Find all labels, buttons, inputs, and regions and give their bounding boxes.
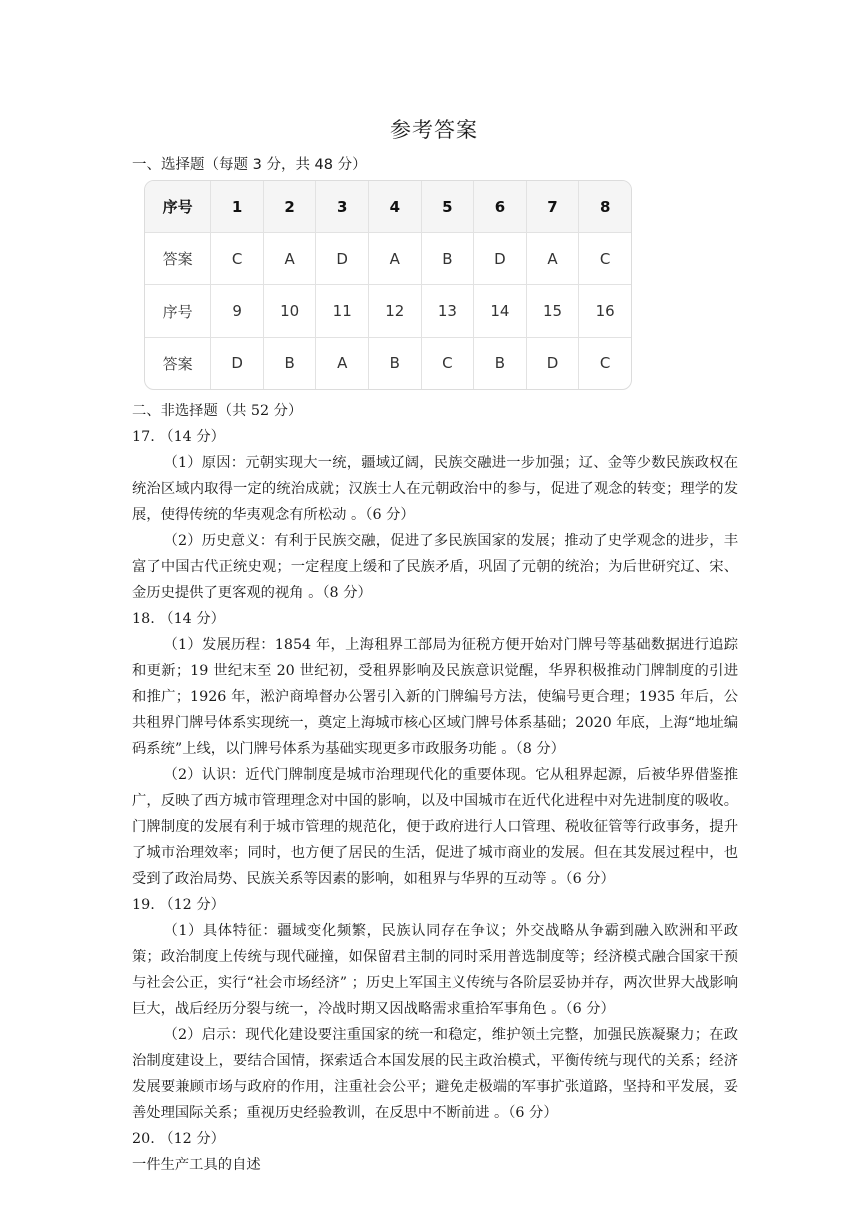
answer-paragraph: （2）认识：近代门牌制度是城市治理现代化的重要体现。它从租界起源，后被华界借鉴推广，反映了西方城市管理理念对中国的影响，以及中国城市在近代化进程中对先进制度的吸收。门牌制度的发展有利于城市管理的规范化，便于政府进行人口管理、税收征管等行政事务，提升了城市治理效率；同时，也方便了居民的生活，促进了城市商业的发展。但在其发展过程中，也受到了政治局势、民族关系等因素的影响，如租界与华界的互动等 。（6 分） [132, 767, 738, 887]
table-row [145, 285, 631, 337]
table-cell: 14 [474, 285, 527, 337]
table-cell: A [369, 233, 422, 285]
table-cell: B [474, 337, 527, 389]
answer-body [132, 398, 738, 1178]
question-label: 18. （14 分） [132, 611, 225, 627]
table-cell: D [526, 337, 579, 389]
table-cell: 7 [526, 181, 579, 233]
table-row [145, 233, 631, 285]
table-cell: D [211, 337, 263, 389]
table-cell: 序号 [145, 181, 211, 233]
table-row [145, 181, 631, 233]
question-label: 17. （14 分） [132, 429, 225, 445]
question-label: 20. （12 分） [132, 1131, 225, 1147]
table-cell: A [263, 233, 316, 285]
table-cell: 答案 [145, 337, 211, 389]
answer-paragraph: （1）发展历程：1854 年，上海租界工部局为征税方便开始对门牌号等基础数据进行追踪和更新；19 世纪末至 20 世纪初，受租界影响及民族意识觉醒，华界积极推动门牌制度的引进和推广；1926 年，淞沪商埠督办公署引入新的门牌编号方法，使编号更合理；1935 年后，公共租界门牌号体系实现统一，奠定上海城市核心区域门牌号体系基础；2020 年底，上海“地址编码系统”上线，以门牌号体系为基础实现更多市政服务功能 。（8 分） [132, 637, 738, 757]
table-cell: 序号 [145, 285, 211, 337]
table-cell: A [316, 337, 369, 389]
table-cell: 2 [263, 181, 316, 233]
table-cell: 1 [211, 181, 263, 233]
table-cell: 12 [369, 285, 422, 337]
answer-paragraph: 一件生产工具的自述 [132, 1157, 261, 1173]
answer-paragraph: （2）历史意义：有利于民族交融，促进了多民族国家的发展；推动了史学观念的进步，丰富了中国古代正统史观；一定程度上缓和了民族矛盾，巩固了元朝的统治；为后世研究辽、宋、金历史提供了更客观的视角 。（8 分） [132, 533, 738, 601]
table-cell: B [421, 233, 474, 285]
section-heading-free-response: 二、非选择题（共 52 分） [132, 403, 303, 419]
table-cell: D [316, 233, 369, 285]
table-cell: 4 [369, 181, 422, 233]
table-cell: 9 [211, 285, 263, 337]
table-cell: 3 [316, 181, 369, 233]
table-cell: 答案 [145, 233, 211, 285]
answer-paragraph: （2）启示：现代化建设要注重国家的统一和稳定，维护领土完整，加强民族凝聚力；在政治制度建设上，要结合国情，探索适合本国发展的民主政治模式，平衡传统与现代的关系；经济发展要兼顾市场与政府的作用，注重社会公平；避免走极端的军事扩张道路，坚持和平发展，妥善处理国际关系；重视历史经验教训，在反思中不断前进 。（6 分） [132, 1027, 738, 1121]
table-cell: D [474, 233, 527, 285]
answer-table [144, 180, 632, 390]
answer-paragraph: （1）原因：元朝实现大一统，疆域辽阔，民族交融进一步加强；辽、金等少数民族政权在统治区域内取得一定的统治成就；汉族士人在元朝政治中的参与，促进了观念的转变；理学的发展，使得传统的华夷观念有所松动 。（6 分） [132, 455, 738, 523]
question-label: 19. （12 分） [132, 897, 225, 913]
page-title: 参考答案 [390, 118, 478, 142]
answer-paragraph: （1）具体特征：疆域变化频繁，民族认同存在争议；外交战略从争霸到融入欧洲和平政策；政治制度上传统与现代碰撞，如保留君主制的同时采用普选制度等；经济模式融合国家干预与社会公正，实行“社会市场经济” ；历史上军国主义传统与各阶层妥协并存，两次世界大战影响巨大，战后经历分裂与统一，冷战时期又因战略需求重拾军事角色 。（6 分） [132, 923, 738, 1017]
table-cell: C [421, 337, 474, 389]
table-cell: B [263, 337, 316, 389]
table-cell: 10 [263, 285, 316, 337]
table-cell: 11 [316, 285, 369, 337]
table-cell: B [369, 337, 422, 389]
table-cell: C [211, 233, 263, 285]
section-heading-multiple-choice: 一、选择题（每题 3 分，共 48 分） [132, 157, 367, 173]
table-row [145, 337, 631, 389]
table-cell: C [599, 354, 611, 373]
table-cell: 6 [474, 181, 527, 233]
table-cell: 5 [421, 181, 474, 233]
table-cell: C [579, 233, 631, 285]
table-cell: 15 [526, 285, 579, 337]
table-cell: 8 [579, 181, 631, 233]
table-cell: A [526, 233, 579, 285]
table-cell: 16 [579, 285, 631, 337]
table-cell: 13 [421, 285, 474, 337]
